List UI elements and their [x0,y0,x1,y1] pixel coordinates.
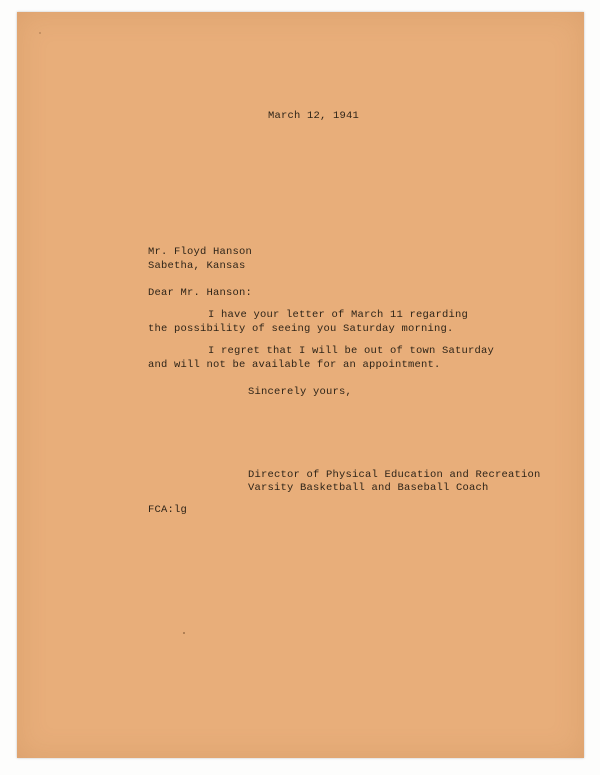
salutation: Dear Mr. Hanson: [148,287,253,299]
paragraph1-line2: the possibility of seeing you Saturday morning. [148,323,454,335]
paragraph2-line1: I regret that I will be out of town Saturday [208,345,495,357]
signature-title-line1: Director of Physical Education and Recreation [248,469,541,481]
paragraph1-line1: I have your letter of March 11 regarding [208,309,469,321]
letter-date: March 12, 1941 [268,110,360,122]
letter-paper [17,12,584,758]
paper-speck [183,632,185,634]
recipient-location: Sabetha, Kansas [148,260,246,272]
typist-initials: FCA:lg [148,504,188,516]
signature-title-line2: Varsity Basketball and Baseball Coach [248,482,489,494]
recipient-name: Mr. Floyd Hanson [148,246,253,258]
paper-speck [39,32,41,34]
closing: Sincerely yours, [248,386,353,398]
paragraph2-line2: and will not be available for an appointment. [148,359,441,371]
